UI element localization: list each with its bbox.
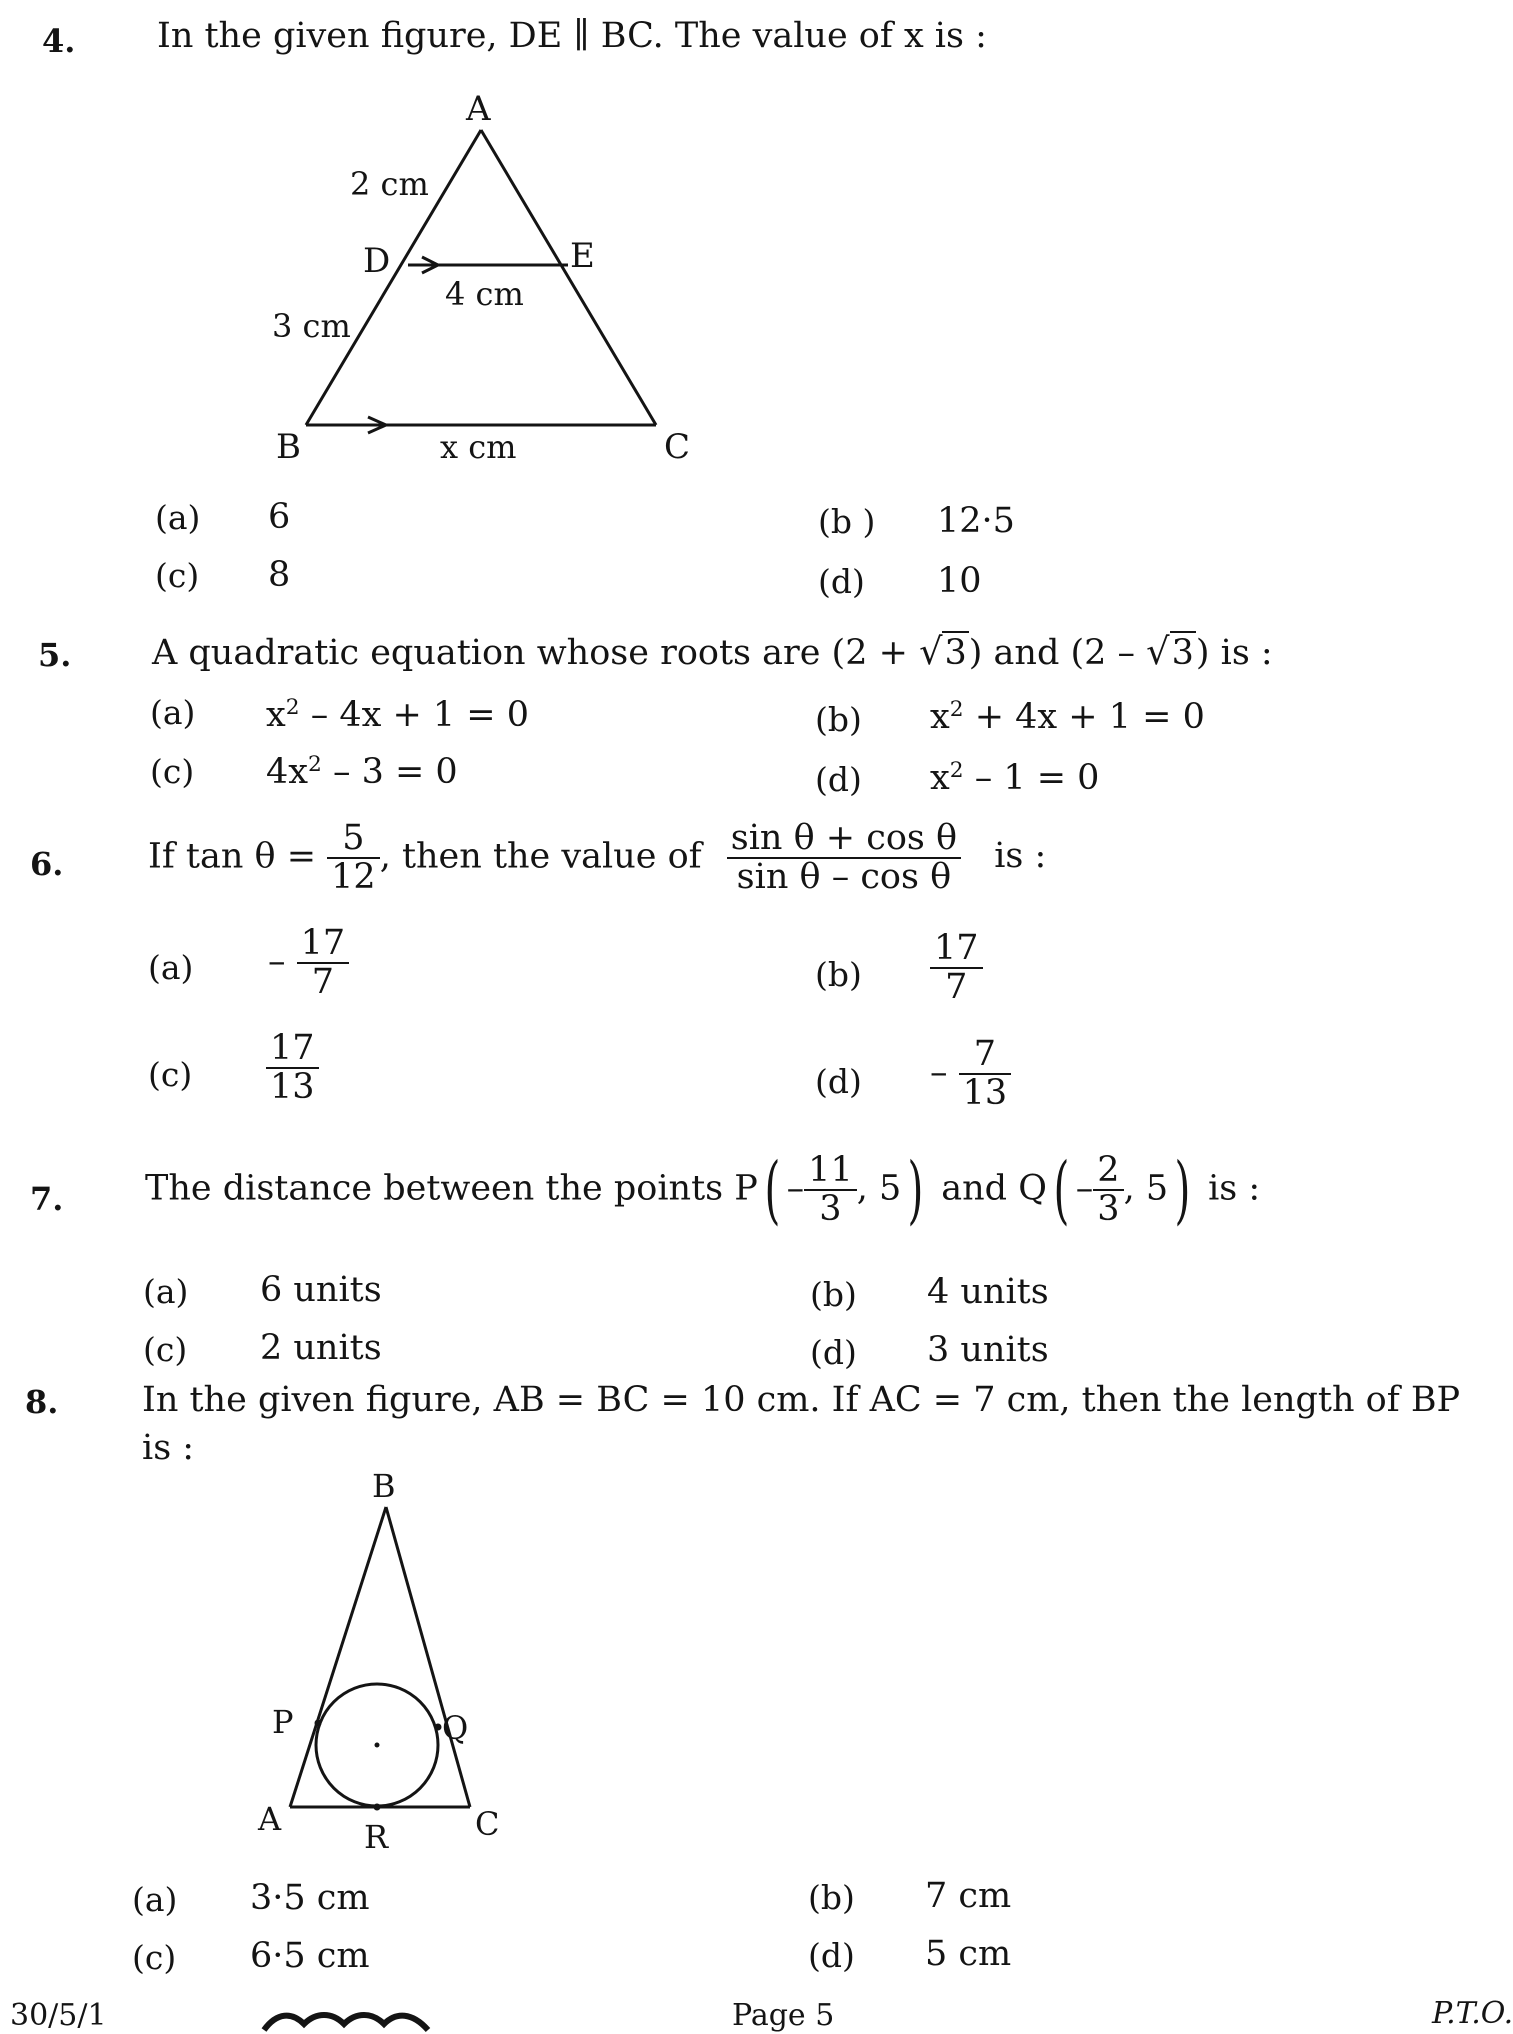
option-label: (b) bbox=[808, 1878, 855, 1917]
option-label: (c) bbox=[143, 1330, 188, 1369]
option-value: 3·5 cm bbox=[250, 1878, 370, 1918]
option-value: $x^2 + 4x + 1 = 0$ bbox=[930, 697, 1205, 737]
question-number: 4. bbox=[42, 22, 76, 60]
option-label: (d) bbox=[808, 1936, 855, 1975]
option-label: (d) bbox=[815, 760, 862, 799]
segment-de-label: 4 cm bbox=[445, 275, 524, 313]
option-label: (c) bbox=[148, 1055, 193, 1094]
option-label: (a) bbox=[155, 498, 201, 537]
segment-bc-label: x cm bbox=[440, 428, 517, 466]
option-value: – $\frac{7}{13}$ bbox=[930, 1036, 1011, 1112]
question-text: If tan θ = $\frac{5}{12}$ , then the value of $\frac{\text{sin θ + cos θ}}{\text{sin θ – cos θ}}$ is : bbox=[148, 818, 1047, 897]
vertex-c-label: C bbox=[664, 427, 691, 467]
question-number: 5. bbox=[38, 636, 72, 674]
circle-center-dot bbox=[375, 1743, 380, 1748]
ornament-icon bbox=[262, 2010, 432, 2034]
option-label: (d) bbox=[815, 1062, 862, 1101]
point-p-label: P bbox=[272, 1703, 294, 1741]
segment-db-label: 3 cm bbox=[272, 307, 351, 345]
option-value: 6·5 cm bbox=[250, 1936, 370, 1976]
question-number: 6. bbox=[30, 845, 64, 883]
option-label: (a) bbox=[143, 1272, 189, 1311]
paper-code: 30/5/1 bbox=[10, 1998, 107, 2033]
option-value: 6 bbox=[268, 497, 291, 537]
isosceles-triangle-incircle-figure bbox=[240, 1455, 540, 1875]
option-label: (c) bbox=[150, 752, 195, 791]
option-value: $\frac{17}{7}$ bbox=[930, 930, 983, 1006]
question-number: 8. bbox=[25, 1383, 59, 1421]
option-label: (a) bbox=[150, 693, 196, 732]
option-value: $\frac{17}{13}$ bbox=[266, 1030, 319, 1106]
option-label: (a) bbox=[148, 948, 194, 987]
option-label: (b) bbox=[815, 955, 862, 994]
option-value: 4 units bbox=[927, 1272, 1049, 1312]
segment-ad-label: 2 cm bbox=[350, 165, 429, 203]
sqrt-expression: √3 bbox=[1146, 630, 1194, 673]
vertex-d-label: D bbox=[363, 241, 391, 281]
option-value: – $\frac{17}{7}$ bbox=[268, 925, 349, 1001]
option-label: (c) bbox=[132, 1938, 177, 1977]
option-label: (d) bbox=[810, 1333, 857, 1372]
option-value: 3 units bbox=[927, 1330, 1049, 1370]
vertex-c-label: C bbox=[475, 1805, 500, 1843]
option-label: (b ) bbox=[818, 502, 876, 541]
sqrt-expression: √3 bbox=[919, 630, 967, 673]
question-text: In the given figure, AB = BC = 10 cm. If AC = 7 cm, then the length of BP bbox=[142, 1380, 1461, 1420]
point-q-label: Q bbox=[442, 1709, 469, 1747]
option-label: (a) bbox=[132, 1880, 178, 1919]
question-number: 7. bbox=[30, 1180, 64, 1218]
please-turn-over: P.T.O. bbox=[1432, 1996, 1513, 2031]
question-text: The distance between the points P( – $\frac{11}{3}$ , 5) and Q( – $\frac{2}{3}$ , 5) is : bbox=[145, 1146, 1261, 1233]
option-label: (b) bbox=[810, 1275, 857, 1314]
option-label: (b) bbox=[815, 700, 862, 739]
option-value: 6 units bbox=[260, 1270, 382, 1310]
question-text: In the given figure, DE ∥ BC. The value of x is : bbox=[157, 16, 987, 56]
page-number: Page 5 bbox=[732, 1998, 835, 2033]
option-value: 7 cm bbox=[925, 1876, 1012, 1916]
point-r-label: R bbox=[364, 1818, 389, 1856]
vertex-b-label: B bbox=[276, 427, 301, 467]
option-value: 5 cm bbox=[925, 1934, 1012, 1974]
option-value: $x^2 - 1 = 0$ bbox=[930, 758, 1100, 798]
option-label: (d) bbox=[818, 562, 865, 601]
vertex-e-label: E bbox=[570, 236, 595, 276]
question-text: is : bbox=[142, 1428, 195, 1468]
vertex-a-label: A bbox=[466, 89, 491, 129]
vertex-a-label: A bbox=[258, 1800, 282, 1838]
vertex-b-label: B bbox=[372, 1467, 396, 1505]
option-label: (c) bbox=[155, 556, 200, 595]
triangle-de-parallel-bc-figure bbox=[250, 85, 720, 485]
option-value: 2 units bbox=[260, 1328, 382, 1368]
tan-fraction: $\frac{5}{12}$ bbox=[327, 820, 380, 896]
option-value: 8 bbox=[268, 555, 291, 595]
option-value: $x^2 - 4x + 1 = 0$ bbox=[266, 695, 530, 735]
option-value: $4x^2 - 3 = 0$ bbox=[266, 752, 458, 792]
question-text: A quadratic equation whose roots are (2 + √3) and (2 – √3) is : bbox=[152, 630, 1273, 673]
option-value: 10 bbox=[937, 561, 982, 601]
option-value: 12·5 bbox=[937, 501, 1015, 541]
trig-expression-fraction: $\frac{\text{sin θ + cos θ}}{\text{sin θ – cos θ}}$ bbox=[727, 820, 961, 896]
